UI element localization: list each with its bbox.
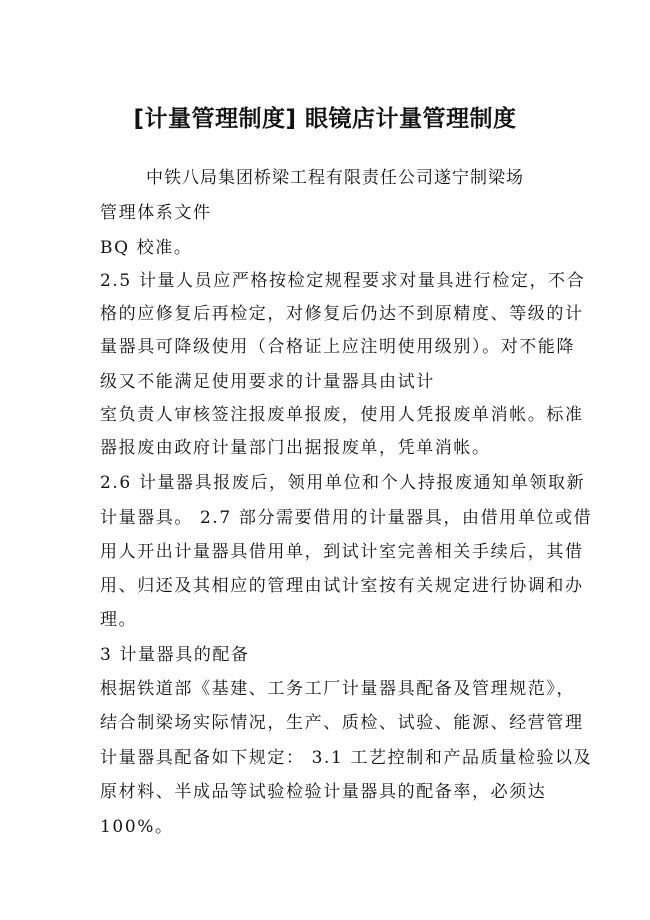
text-line: 计量器具。 2.7 部分需要借用的计量器具，由借用单位或借 (100, 508, 593, 528)
text-line: 室负责人审核签注报废单报废，使用人凭报废单消帐。标准 (100, 405, 584, 425)
section-heading: 3 计量器具的配备 (100, 645, 250, 665)
text-line: 100%。 (100, 817, 174, 837)
text-line: 2.6 计量器具报废后，领用单位和个人持报废通知单领取新 (100, 473, 586, 493)
text-line: BQ 校准。 (100, 238, 193, 258)
text-line: 器报废由政府计量部门出据报废单，凭单消帐。 (100, 438, 491, 458)
text-line: 格的应修复后再检定，对修复后仍达不到原精度、等级的计 (100, 304, 584, 324)
text-line: 理。 (100, 610, 138, 630)
text-line: 结合制梁场实际情况，生产、质检、试验、能源、经营管理 (100, 713, 584, 733)
text-line: 原材料、半成品等试验检验计量器具的配备率，必须达 (100, 782, 547, 802)
text-line: 量器具可降级使用（合格证上应注明使用级别）。对不能降 (100, 337, 576, 357)
text-line: 2.5 计量人员应严格按检定规程要求对量具进行检定，不合 (100, 271, 586, 291)
document-subtitle: 中铁八局集团桥梁工程有限责任公司遂宁制梁场 (146, 168, 524, 188)
text-line: 根据铁道部《基建、工务工厂计量器具配备及管理规范》， (100, 679, 576, 699)
text-line: 用、归还及其相应的管理由试计室按有关规定进行协调和办 (100, 576, 584, 596)
text-line: 管理体系文件 (100, 203, 212, 223)
text-line: 用人开出计量器具借用单，到试计室完善相关手续后，其借 (100, 542, 584, 562)
text-line: 级又不能满足使用要求的计量器具由试计 (100, 372, 435, 392)
document-title: [计量管理制度] 眼镜店计量管理制度 (133, 106, 517, 132)
text-line: 计量器具配备如下规定： 3.1 工艺控制和产品质量检验以及 (100, 748, 593, 768)
